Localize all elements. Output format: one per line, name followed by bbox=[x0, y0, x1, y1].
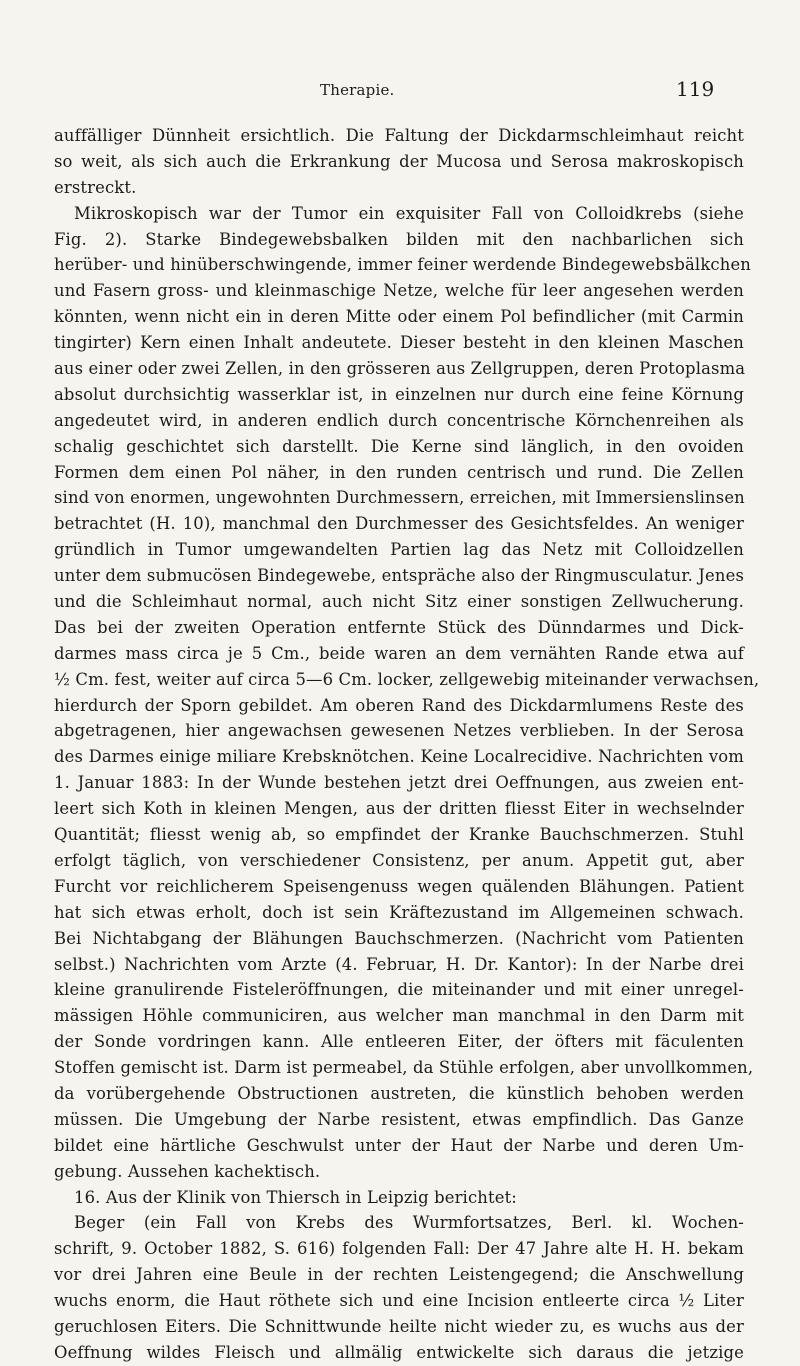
text-line: erstreckt. bbox=[54, 177, 137, 197]
text-line: mässigen Höhle communiciren, aus welcher man manchmal in den Darm mit bbox=[54, 1006, 744, 1026]
text-line: vor drei Jahren eine Beule in der rechten Leistengegend; die Anschwellung bbox=[54, 1265, 744, 1285]
text-line: der Sonde vordringen kann. Alle entleeren Eiter, der öfters mit fäculenten bbox=[54, 1032, 744, 1052]
text-line: Das bei der zweiten Operation entfernte Stück des Dünndarmes und Dick- bbox=[54, 617, 744, 637]
running-title: Therapie. bbox=[320, 81, 395, 99]
text-line: sind von enormen, ungewohnten Durchmessern, erreichen, mit Immersienslinsen bbox=[54, 488, 745, 508]
text-line: hat sich etwas erholt, doch ist sein Kräftezustand im Allgemeinen schwach. bbox=[54, 902, 744, 922]
page-header bbox=[0, 77, 800, 111]
text-line: schalig geschichtet sich darstellt. Die Kerne sind länglich, in den ovoiden bbox=[54, 436, 744, 456]
text-line: Bei Nichtabgang der Blähungen Bauchschmerzen. (Nachricht vom Patienten bbox=[54, 928, 744, 948]
text-line: Fig. 2). Starke Bindegewebsbalken bilden mit den nachbarlichen sich bbox=[54, 229, 744, 249]
text-line: auffälliger Dünnheit ersichtlich. Die Faltung der Dickdarmschleimhaut reicht bbox=[54, 126, 744, 145]
text-line: darmes mass circa je 5 Cm., beide waren an dem vernähten Rande etwa auf bbox=[54, 643, 744, 663]
text-line: ½ Cm. fest, weiter auf circa 5—6 Cm. locker, zellgewebig miteinander verwachsen, bbox=[54, 669, 760, 689]
text-line: da vorübergehende Obstructionen austreten, die künstlich behoben werden bbox=[54, 1083, 744, 1103]
text-line: des Darmes einige miliare Krebsknötchen. Keine Localrecidive. Nachrichten vom bbox=[54, 747, 744, 767]
text-line: geruchlosen Eiters. Die Schnittwunde heilte nicht wieder zu, es wuchs aus der bbox=[54, 1316, 744, 1336]
text-line: könnten, wenn nicht ein in deren Mitte oder einem Pol befindlicher (mit Carmin bbox=[54, 307, 744, 327]
text-line: und Fasern gross- und kleinmaschige Netze, welche für leer angesehen werden bbox=[54, 281, 744, 301]
text-line: Formen dem einen Pol näher, in den runden centrisch und rund. Die Zellen bbox=[54, 462, 744, 482]
text-line: 1. Januar 1883: In der Wunde bestehen jetzt drei Oeffnungen, aus zweien ent- bbox=[54, 773, 744, 793]
text-line: Mikroskopisch war der Tumor ein exquisiter Fall von Colloidkrebs (siehe bbox=[74, 203, 744, 223]
text-line: gründlich in Tumor umgewandelten Partien lag das Netz mit Colloidzellen bbox=[54, 540, 744, 560]
text-line: herüber- und hinüberschwingende, immer feiner werdende Bindegewebsbälkchen bbox=[54, 255, 752, 275]
text-line: und die Schleimhaut normal, auch nicht Sitz einer sonstigen Zellwucherung. bbox=[54, 592, 744, 612]
text-line: wuchs enorm, die Haut röthete sich und eine Incision entleerte circa ½ Liter bbox=[54, 1291, 744, 1311]
text-line: bildet eine härtliche Geschwulst unter der Haut der Narbe und deren Um- bbox=[54, 1135, 744, 1155]
text-line: so weit, als sich auch die Erkrankung der Mucosa und Serosa makroskopisch bbox=[54, 151, 744, 171]
text-line: Furcht vor reichlicherem Speisengenuss wegen quälenden Blähungen. Patient bbox=[54, 876, 744, 896]
text-line: müssen. Die Umgebung der Narbe resistent, etwas empfindlich. Das Ganze bbox=[54, 1109, 744, 1129]
text-line: Stoffen gemischt ist. Darm ist permeabel, da Stühle erfolgen, aber unvollkommen, bbox=[54, 1058, 754, 1078]
text-line: abgetragenen, hier angewachsen gewesenen Netzes verblieben. In der Serosa bbox=[54, 721, 744, 741]
text-line: leert sich Koth in kleinen Mengen, aus der dritten fliesst Eiter in wechselnder bbox=[54, 799, 744, 819]
text-line: Oeffnung wildes Fleisch und allmälig entwickelte sich daraus die jetzige bbox=[54, 1342, 744, 1362]
text-line: gebung. Aussehen kachektisch. bbox=[54, 1161, 321, 1181]
text-line: unter dem submucösen Bindegewebe, entspräche also der Ringmusculatur. Jenes bbox=[54, 566, 744, 586]
text-line: tingirter) Kern einen Inhalt andeutete. Dieser besteht in den kleinen Maschen bbox=[54, 333, 744, 353]
text-line: kleine granulirende Fisteleröffnungen, die miteinander und mit einer unregel- bbox=[54, 980, 744, 1000]
page-number: 119 bbox=[676, 77, 715, 101]
text-line: 16. Aus der Klinik von Thiersch in Leipzig berichtet: bbox=[74, 1187, 517, 1207]
text-line: selbst.) Nachrichten vom Arzte (4. Februar, H. Dr. Kantor): In der Narbe drei bbox=[54, 954, 744, 974]
text-line: erfolgt täglich, von verschiedener Consistenz, per anum. Appetit gut, aber bbox=[54, 850, 744, 870]
text-line: angedeutet wird, in anderen endlich durch concentrische Körnchenreihen als bbox=[54, 410, 744, 430]
text-line: Beger (ein Fall von Krebs des Wurmfortsatzes, Berl. kl. Wochen- bbox=[74, 1213, 744, 1233]
text-line: betrachtet (H. 10), manchmal den Durchmesser des Gesichtsfeldes. An weniger bbox=[54, 514, 744, 534]
text-line: schrift, 9. October 1882, S. 616) folgenden Fall: Der 47 Jahre alte H. H. bekam bbox=[54, 1239, 744, 1259]
text-line: aus einer oder zwei Zellen, in den grösseren aus Zellgruppen, deren Protoplasma bbox=[54, 359, 746, 379]
text-line: Quantität; fliesst wenig ab, so empfindet der Kranke Bauchschmerzen. Stuhl bbox=[54, 825, 744, 845]
text-line: absolut durchsichtig wasserklar ist, in einzelnen nur durch eine feine Körnung bbox=[54, 384, 744, 404]
text-line: hierdurch der Sporn gebildet. Am oberen Rand des Dickdarmlumens Reste des bbox=[54, 695, 744, 715]
body-text bbox=[54, 123, 760, 1366]
